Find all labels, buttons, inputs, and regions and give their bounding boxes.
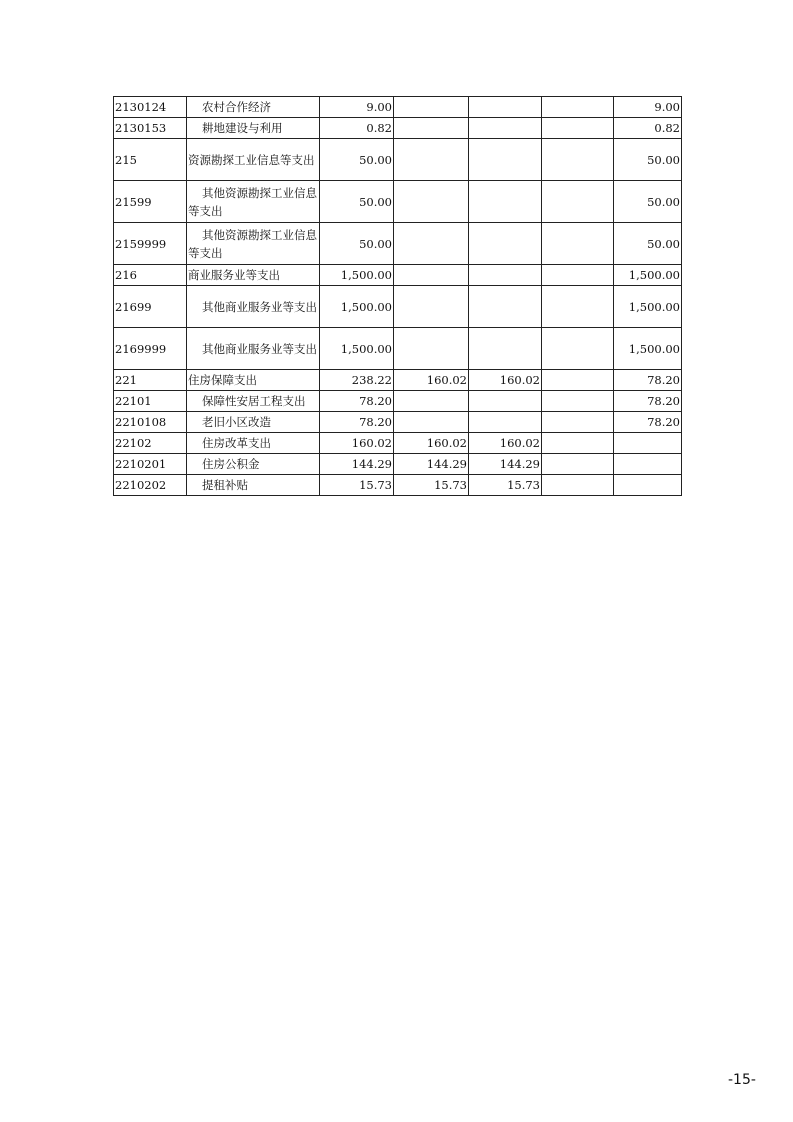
amount-col-4-cell: [542, 370, 614, 391]
amount-col-1-cell: 9.00: [320, 97, 394, 118]
amount-col-3-cell: 160.02: [469, 370, 542, 391]
amount-col-4-cell: [542, 454, 614, 475]
item-name-cell: 住房公积金: [187, 454, 320, 475]
item-name-cell: 其他资源勘探工业信息等支出: [187, 181, 320, 223]
amount-col-2-cell: [394, 328, 469, 370]
amount-col-2-cell: 15.73: [394, 475, 469, 496]
amount-col-2-cell: 160.02: [394, 433, 469, 454]
amount-col-4-cell: [542, 412, 614, 433]
amount-col-4-cell: [542, 139, 614, 181]
amount-col-2-cell: [394, 412, 469, 433]
amount-col-3-cell: [469, 97, 542, 118]
item-name-cell: 提租补贴: [187, 475, 320, 496]
amount-col-2-cell: [394, 118, 469, 139]
amount-col-4-cell: [542, 391, 614, 412]
amount-col-3-cell: 144.29: [469, 454, 542, 475]
item-name-cell: 其他商业服务业等支出: [187, 286, 320, 328]
amount-col-4-cell: [542, 181, 614, 223]
amount-col-4-cell: [542, 118, 614, 139]
amount-col-3-cell: [469, 265, 542, 286]
amount-col-2-cell: [394, 391, 469, 412]
item-code-cell: 22102: [114, 433, 187, 454]
amount-col-5-cell: 0.82: [614, 118, 682, 139]
item-code-cell: 216: [114, 265, 187, 286]
amount-col-3-cell: [469, 181, 542, 223]
item-name-cell: 其他商业服务业等支出: [187, 328, 320, 370]
item-name-cell: 农村合作经济: [187, 97, 320, 118]
amount-col-2-cell: [394, 97, 469, 118]
amount-col-1-cell: 1,500.00: [320, 286, 394, 328]
amount-col-3-cell: [469, 139, 542, 181]
amount-col-3-cell: [469, 391, 542, 412]
amount-col-1-cell: 1,500.00: [320, 265, 394, 286]
amount-col-4-cell: [542, 223, 614, 265]
table-row: [114, 139, 682, 181]
amount-col-4-cell: [542, 328, 614, 370]
amount-col-1-cell: 160.02: [320, 433, 394, 454]
item-name-cell: 住房保障支出: [187, 370, 320, 391]
amount-col-4-cell: [542, 286, 614, 328]
amount-col-1-cell: 50.00: [320, 139, 394, 181]
amount-col-2-cell: 160.02: [394, 370, 469, 391]
amount-col-3-cell: 15.73: [469, 475, 542, 496]
item-code-cell: 2130124: [114, 97, 187, 118]
item-code-cell: 21599: [114, 181, 187, 223]
amount-col-3-cell: [469, 412, 542, 433]
table-row: [114, 391, 682, 412]
item-code-cell: 215: [114, 139, 187, 181]
amount-col-4-cell: [542, 475, 614, 496]
amount-col-5-cell: [614, 475, 682, 496]
table-row: [114, 412, 682, 433]
amount-col-1-cell: 144.29: [320, 454, 394, 475]
amount-col-5-cell: 9.00: [614, 97, 682, 118]
amount-col-1-cell: 0.82: [320, 118, 394, 139]
table-row: [114, 265, 682, 286]
amount-col-1-cell: 78.20: [320, 391, 394, 412]
amount-col-1-cell: 78.20: [320, 412, 394, 433]
item-code-cell: 221: [114, 370, 187, 391]
item-code-cell: 2159999: [114, 223, 187, 265]
table-row: [114, 370, 682, 391]
page-number: -15-: [728, 1072, 756, 1088]
amount-col-5-cell: 78.20: [614, 370, 682, 391]
amount-col-2-cell: [394, 265, 469, 286]
item-code-cell: 22101: [114, 391, 187, 412]
amount-col-2-cell: [394, 286, 469, 328]
amount-col-3-cell: [469, 328, 542, 370]
amount-col-5-cell: 1,500.00: [614, 328, 682, 370]
amount-col-3-cell: [469, 286, 542, 328]
item-code-cell: 2210108: [114, 412, 187, 433]
item-code-cell: 2210201: [114, 454, 187, 475]
amount-col-3-cell: [469, 118, 542, 139]
amount-col-5-cell: 50.00: [614, 181, 682, 223]
amount-col-5-cell: [614, 454, 682, 475]
amount-col-2-cell: [394, 223, 469, 265]
table-row: [114, 181, 682, 223]
amount-col-1-cell: 238.22: [320, 370, 394, 391]
item-code-cell: 2169999: [114, 328, 187, 370]
amount-col-5-cell: 50.00: [614, 223, 682, 265]
amount-col-3-cell: [469, 223, 542, 265]
amount-col-4-cell: [542, 97, 614, 118]
table-body: [114, 97, 682, 496]
item-name-cell: 商业服务业等支出: [187, 265, 320, 286]
table-row: [114, 475, 682, 496]
item-code-cell: 2130153: [114, 118, 187, 139]
table-row: [114, 223, 682, 265]
item-code-cell: 21699: [114, 286, 187, 328]
table-row: [114, 97, 682, 118]
amount-col-5-cell: 78.20: [614, 412, 682, 433]
amount-col-1-cell: 15.73: [320, 475, 394, 496]
amount-col-4-cell: [542, 265, 614, 286]
item-name-cell: 保障性安居工程支出: [187, 391, 320, 412]
amount-col-5-cell: 1,500.00: [614, 265, 682, 286]
amount-col-1-cell: 1,500.00: [320, 328, 394, 370]
amount-col-2-cell: [394, 181, 469, 223]
amount-col-4-cell: [542, 433, 614, 454]
table-row: [114, 328, 682, 370]
table-row: [114, 118, 682, 139]
item-code-cell: 2210202: [114, 475, 187, 496]
item-name-cell: 资源勘探工业信息等支出: [187, 139, 320, 181]
table-row: [114, 433, 682, 454]
item-name-cell: 其他资源勘探工业信息等支出: [187, 223, 320, 265]
amount-col-2-cell: 144.29: [394, 454, 469, 475]
amount-col-5-cell: 50.00: [614, 139, 682, 181]
amount-col-5-cell: 1,500.00: [614, 286, 682, 328]
budget-table: [113, 96, 682, 496]
item-name-cell: 住房改革支出: [187, 433, 320, 454]
amount-col-1-cell: 50.00: [320, 223, 394, 265]
item-name-cell: 老旧小区改造: [187, 412, 320, 433]
amount-col-5-cell: [614, 433, 682, 454]
table-row: [114, 286, 682, 328]
amount-col-2-cell: [394, 139, 469, 181]
amount-col-1-cell: 50.00: [320, 181, 394, 223]
item-name-cell: 耕地建设与利用: [187, 118, 320, 139]
table-row: [114, 454, 682, 475]
amount-col-5-cell: 78.20: [614, 391, 682, 412]
amount-col-3-cell: 160.02: [469, 433, 542, 454]
